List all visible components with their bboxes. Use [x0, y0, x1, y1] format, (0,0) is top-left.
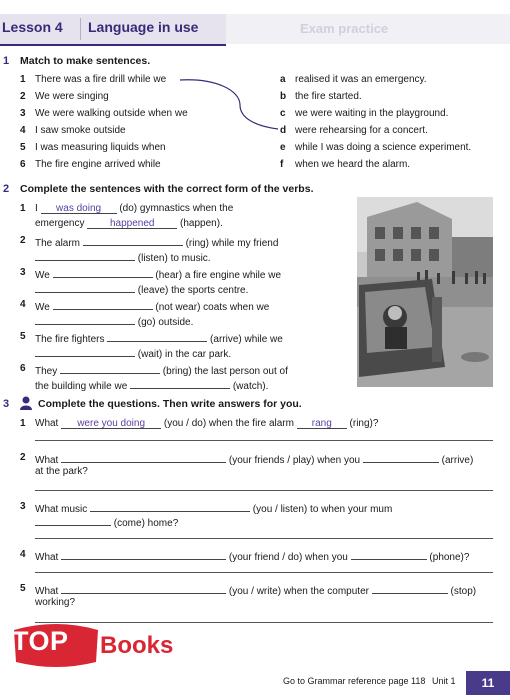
option-letter: e — [280, 142, 286, 153]
logo-text-top: TOP — [12, 626, 69, 656]
faded-header-text: Exam practice — [300, 21, 389, 36]
text: (not wear) coats when we — [155, 302, 270, 313]
sentence-line — [35, 267, 281, 282]
text: The fire fighters — [35, 334, 105, 345]
answer-blank[interactable] — [83, 235, 183, 246]
text: working? — [35, 597, 76, 608]
text: (you / listen) to when your mum — [252, 504, 393, 515]
sentence-end: while I was doing a science experiment. — [295, 142, 472, 153]
question-line — [35, 597, 75, 609]
answer-blank[interactable] — [372, 583, 448, 594]
person-icon — [20, 396, 32, 410]
exercise-1-number: 1 — [3, 55, 10, 67]
text: What — [35, 418, 59, 429]
answer-blank[interactable] — [61, 549, 226, 560]
text: What — [35, 552, 59, 563]
answer-blank[interactable] — [61, 452, 226, 463]
item-number: 5 — [20, 142, 26, 153]
sentence-start: We were walking outside when we — [35, 108, 188, 119]
answer-text: were you doing — [77, 418, 146, 429]
answer-blank[interactable] — [351, 549, 427, 560]
sentence-line — [35, 235, 278, 250]
option-letter: d — [280, 125, 287, 136]
text: The alarm — [35, 238, 81, 249]
page-number: 11 — [466, 671, 510, 695]
text: (arrive) — [441, 455, 474, 466]
answer-text: rang — [311, 418, 332, 429]
sentence-end: we were waiting in the playground. — [295, 108, 449, 119]
answer-blank[interactable] — [363, 452, 439, 463]
sentence-line — [35, 331, 283, 346]
text: (you / do) when the fire alarm — [163, 418, 294, 429]
exercise-3-number: 3 — [3, 398, 10, 410]
sentence-line — [35, 282, 248, 297]
text: What — [35, 455, 59, 466]
answer-blank[interactable] — [107, 331, 207, 342]
exercise-1-instruction: Match to make sentences. — [20, 55, 151, 67]
sentence-end: the fire started. — [295, 91, 362, 102]
sentence-line — [35, 218, 223, 230]
text: We — [35, 302, 50, 313]
text: They — [35, 366, 58, 377]
exercise-3-instruction: Complete the questions. Then write answers for you. — [38, 398, 302, 410]
item-number: 3 — [20, 267, 26, 278]
text: (your friends / play) when you — [228, 455, 361, 466]
question-line — [35, 418, 378, 430]
item-number: 1 — [20, 203, 26, 214]
item-number: 2 — [20, 452, 26, 463]
answer-writing-line[interactable] — [35, 538, 493, 539]
question-line — [35, 583, 476, 598]
answer-blank[interactable] — [53, 267, 153, 278]
answer-blank[interactable] — [60, 363, 160, 374]
text: (ring) while my friend — [185, 238, 279, 249]
unit-label: Unit 1 — [432, 676, 456, 686]
question-line — [35, 549, 469, 564]
answer-blank[interactable] — [53, 299, 153, 310]
text: What music — [35, 504, 88, 515]
answer-blank[interactable] — [297, 418, 347, 429]
sentence-start: I saw smoke outside — [35, 125, 126, 136]
item-number: 2 — [20, 91, 26, 102]
item-number: 3 — [20, 501, 26, 512]
item-number: 3 — [20, 108, 26, 119]
lesson-label: Lesson 4 — [2, 19, 63, 35]
answer-blank[interactable] — [61, 418, 161, 429]
text: (ring)? — [349, 418, 379, 429]
sentence-line — [35, 203, 233, 215]
text: (do) gymnastics when the — [119, 203, 234, 214]
text: (wait) in the car park. — [137, 349, 232, 360]
text: (hear) a fire engine while we — [155, 270, 282, 281]
item-number: 5 — [20, 583, 26, 594]
text: (bring) the last person out of — [162, 366, 288, 377]
answer-blank[interactable] — [35, 346, 135, 357]
text: the building while we — [35, 381, 128, 392]
question-line — [35, 515, 178, 530]
sentence-end: were rehearsing for a concert. — [295, 125, 428, 136]
lesson-title: Language in use — [88, 19, 199, 35]
item-number: 4 — [20, 299, 26, 310]
text: (arrive) while we — [210, 334, 283, 345]
sentence-start: There was a fire drill while we — [35, 74, 167, 85]
sentence-start: We were singing — [35, 91, 109, 102]
text: (leave) the sports centre. — [137, 285, 249, 296]
question-line — [35, 466, 88, 478]
exercise-2-instruction: Complete the sentences with the correct form of the verbs. — [20, 183, 314, 195]
text: emergency — [35, 218, 85, 229]
text: (listen) to music. — [137, 253, 211, 264]
item-number: 1 — [20, 418, 26, 429]
text: (phone)? — [429, 552, 470, 563]
text: I — [35, 203, 38, 214]
answer-writing-line[interactable] — [35, 572, 493, 573]
option-letter: f — [280, 159, 284, 170]
sentence-start: I was measuring liquids when — [35, 142, 166, 153]
question-line — [35, 501, 392, 516]
answer-blank[interactable] — [130, 378, 230, 389]
option-letter: c — [280, 108, 286, 119]
item-number: 4 — [20, 125, 26, 136]
sentence-line — [35, 250, 211, 265]
text: We — [35, 270, 50, 281]
answer-blank[interactable] — [41, 203, 117, 214]
answer-blank[interactable] — [35, 282, 135, 293]
question-line — [35, 452, 473, 467]
fire-engine-photo — [357, 197, 493, 387]
sentence-line — [35, 299, 269, 314]
sentence-line — [35, 314, 193, 329]
exercise-2-number: 2 — [3, 183, 10, 195]
answer-blank[interactable] — [90, 501, 250, 512]
item-number: 5 — [20, 331, 26, 342]
sentence-start: The fire engine arrived while — [35, 159, 161, 170]
item-number: 2 — [20, 235, 26, 246]
answer-blank[interactable] — [35, 250, 135, 261]
answer-blank[interactable] — [35, 515, 111, 526]
option-letter: b — [280, 91, 287, 102]
sentence-end: when we heard the alarm. — [295, 159, 411, 170]
item-number: 6 — [20, 159, 26, 170]
answer-blank[interactable] — [87, 218, 177, 229]
answer-text: was doing — [56, 203, 102, 214]
logo-text-books: Books — [100, 632, 174, 659]
text: (you / write) when the computer — [228, 586, 369, 597]
sentence-line — [35, 346, 231, 361]
answer-text: happened — [110, 218, 155, 229]
sentence-line — [35, 363, 288, 378]
text: What — [35, 586, 59, 597]
answer-blank[interactable] — [35, 314, 135, 325]
text: at the park? — [35, 466, 88, 477]
sentence-end: realised it was an emergency. — [295, 74, 427, 85]
grammar-reference-link[interactable]: Go to Grammar reference page 118 — [283, 676, 426, 686]
answer-blank[interactable] — [61, 583, 226, 594]
answer-writing-line[interactable] — [35, 490, 493, 491]
option-letter: a — [280, 74, 286, 85]
text: (your friend / do) when you — [228, 552, 348, 563]
text: (go) outside. — [137, 317, 194, 328]
match-line — [0, 0, 510, 200]
text: (stop) — [450, 586, 477, 597]
answer-writing-line[interactable] — [35, 440, 493, 441]
item-number: 1 — [20, 74, 26, 85]
text: (come) home? — [113, 518, 179, 529]
item-number: 4 — [20, 549, 26, 560]
text: (happen). — [180, 218, 223, 229]
item-number: 6 — [20, 363, 26, 374]
text: (watch). — [232, 381, 269, 392]
topbooks-logo — [8, 622, 188, 682]
sentence-line — [35, 378, 268, 393]
